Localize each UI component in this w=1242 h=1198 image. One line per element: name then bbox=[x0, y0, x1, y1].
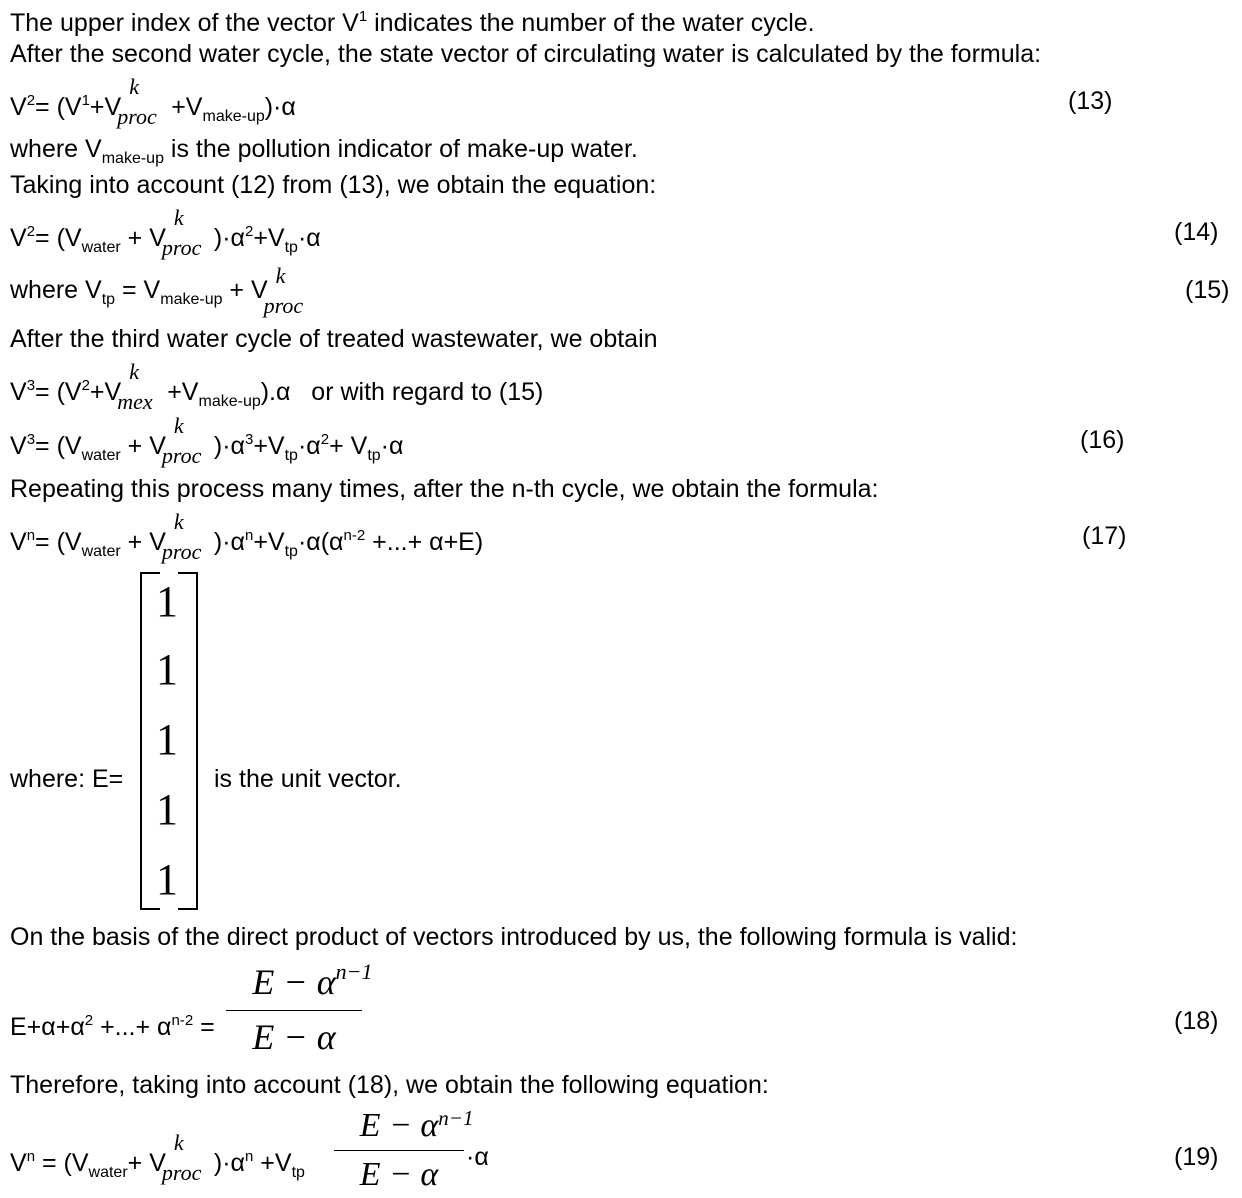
equation-number-16: (16) bbox=[1080, 426, 1125, 454]
equation-16: $V^3= (V_{water} + V$ k proc )$\cdot\alpha^3+V_{tp}\cdot\alpha^2+ V_{tp}\cdot\alpha$ bbox=[10, 413, 404, 468]
equation-number-17: (17) bbox=[1082, 522, 1127, 550]
where-e-label: where: E= bbox=[10, 765, 124, 793]
equation-17: $V^n= (V_{water} + V$ k proc )$\cdot\alpha^n+V_{tp}\cdot\alpha(\alpha^{n-2}$ +...+ α+E) bbox=[10, 509, 484, 564]
equation-13: $V^2= (V^1+V$ k proc $+V_{make-up})\cdot\alpha$ bbox=[10, 74, 296, 129]
paragraph-line-14: On the basis of the direct product of vectors introduced by us, the following formula is valid: bbox=[10, 923, 1018, 951]
paragraph-line-16: Therefore, taking into account (18), we obtain the following equation: bbox=[10, 1071, 769, 1099]
equation-number-15: (15) bbox=[1185, 276, 1230, 304]
equation-number-19: (19) bbox=[1174, 1143, 1219, 1171]
unit-vector-entry: 1 bbox=[156, 577, 178, 626]
equation-18-fraction: E − α n−1 E − α bbox=[226, 962, 362, 1057]
equation-18-lhs: $E+\alpha+\alpha^2$ +...+ $\alpha^{n-2}$ = bbox=[10, 1012, 215, 1041]
unit-vector-entry: 1 bbox=[156, 645, 178, 694]
paragraph-line-4: where $V_{make-up}$ is the pollution indicator of make-up water. bbox=[10, 135, 638, 167]
equation-number-18: (18) bbox=[1174, 1007, 1219, 1035]
equation-14: $V^2= (V_{water} + V$ k proc )$\cdot\alpha^2+V_{tp}\cdot\alpha$ bbox=[10, 205, 321, 260]
unit-vector-caption: is the unit vector. bbox=[214, 765, 402, 793]
paragraph-line-1: The upper index of the vector $V^1$ indicates the number of the water cycle. bbox=[10, 8, 815, 37]
paragraph-line-5: Taking into account (12) from (13), we obtain the equation: bbox=[10, 171, 657, 199]
equation-19-lhs: $V^n = (V_{water}+ V$ k proc )$\cdot\alpha^n +V_{tp}$ bbox=[10, 1130, 305, 1185]
matrix-bracket-right bbox=[178, 572, 198, 910]
equation-15: where $V_{tp} = V_{make-up} + V$ k proc bbox=[10, 263, 304, 318]
equation-number-14: (14) bbox=[1174, 218, 1219, 246]
unit-vector-entry: 1 bbox=[156, 855, 178, 904]
paragraph-line-2: After the second water cycle, the state vector of circulating water is calculated by the formula: bbox=[10, 40, 1042, 68]
equation-19-fraction: E − α n−1 E − α bbox=[334, 1108, 464, 1193]
equation-third-cycle: $V^3= (V^2+V$ k mex $+V_{make-up}).\alpha$ or with regard to (15) bbox=[10, 359, 544, 414]
paragraph-line-8: After the third water cycle of treated wastewater, we obtain bbox=[10, 325, 658, 353]
equation-19-tail: ·α bbox=[466, 1143, 489, 1171]
equation-number-13: (13) bbox=[1068, 87, 1113, 115]
unit-vector-entry: 1 bbox=[156, 785, 178, 834]
unit-vector-entry: 1 bbox=[156, 715, 178, 764]
paragraph-line-11: Repeating this process many times, after the n-th cycle, we obtain the formula: bbox=[10, 475, 879, 503]
